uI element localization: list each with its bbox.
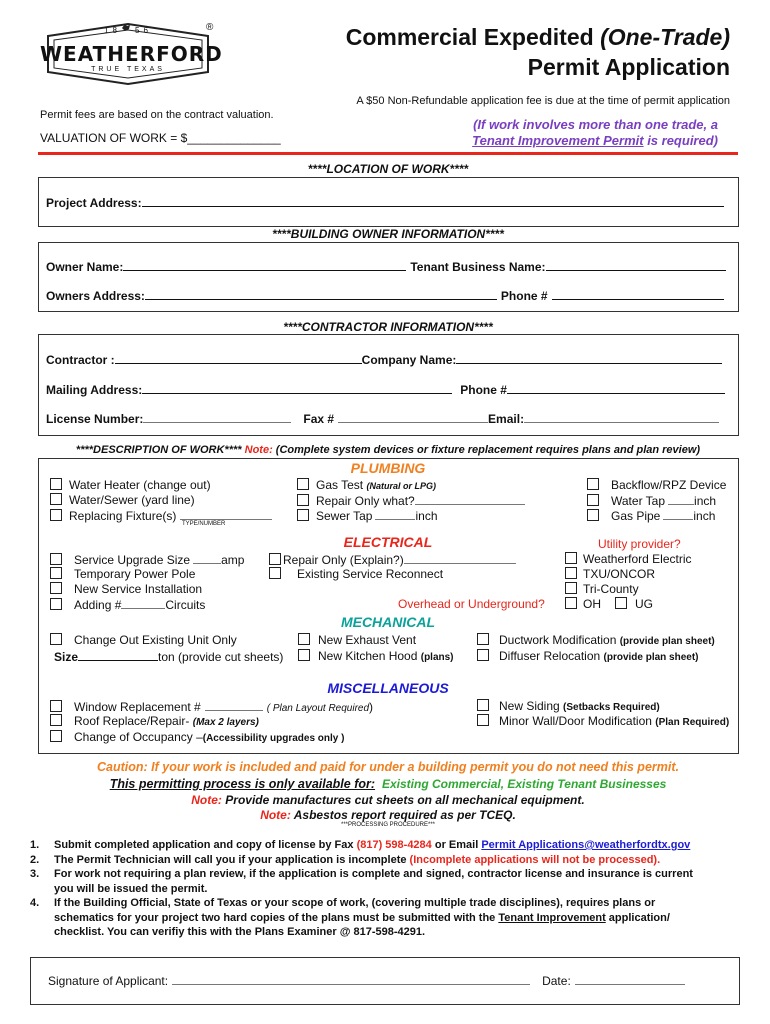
owners-address-label: Owners Address: bbox=[46, 289, 145, 303]
tenant-business-field[interactable] bbox=[546, 259, 726, 271]
red-divider bbox=[38, 152, 738, 155]
logo-year-left: 18 bbox=[104, 26, 121, 35]
checkbox[interactable] bbox=[50, 478, 62, 490]
step2-text: The Permit Technician will call you if your application is incomplete bbox=[54, 853, 410, 866]
checkbox[interactable] bbox=[565, 582, 577, 594]
overhead-question: Overhead or Underground? bbox=[398, 597, 545, 611]
fax-label: Fax # bbox=[303, 412, 335, 426]
signature-field[interactable] bbox=[172, 973, 530, 985]
backflow-label: Backflow/RPZ Device bbox=[611, 478, 727, 492]
step3-line1: For work not requiring a plan review, if the application is complete and signed, contractor license and insurance is current bbox=[54, 868, 693, 880]
description-header bbox=[38, 444, 738, 456]
mech-size bbox=[54, 649, 283, 664]
license-label: License Number: bbox=[46, 412, 144, 426]
temporary-label: Temporary Power Pole bbox=[74, 567, 196, 581]
contractor-label: Contractor : bbox=[46, 353, 115, 367]
water-unit: inch bbox=[694, 494, 717, 508]
utility-question: Utility provider? bbox=[598, 537, 681, 551]
circuits-field[interactable] bbox=[121, 597, 165, 609]
checkbox[interactable] bbox=[587, 494, 599, 506]
tenant-improvement-ref: Tenant Improvement bbox=[498, 911, 606, 924]
trade-note bbox=[472, 117, 718, 149]
roof-label: Roof Replace/Repair- bbox=[74, 714, 193, 728]
weatherford-electric-label: Weatherford Electric bbox=[583, 552, 692, 566]
utility-oh-ug[interactable] bbox=[565, 597, 653, 611]
electrical-title: ELECTRICAL bbox=[343, 534, 433, 550]
project-address-row bbox=[46, 195, 724, 210]
signature-row bbox=[48, 973, 685, 988]
date-field[interactable] bbox=[575, 973, 685, 985]
step4-line2-end: application/ bbox=[605, 911, 670, 924]
tenant-business-label: Tenant Business Name: bbox=[410, 260, 546, 274]
new-service-label: New Service Installation bbox=[74, 582, 203, 596]
contractor-phone-field[interactable] bbox=[507, 382, 725, 394]
oh-label: OH bbox=[583, 597, 601, 611]
water-tap-label: Water Tap bbox=[611, 494, 666, 508]
roof-note: (Max 2 layers) bbox=[192, 717, 259, 728]
processing-procedure-header: ***PROCESSING PROCEDURE*** bbox=[340, 822, 436, 828]
txu-oncor-label: TXU/ONCOR bbox=[583, 567, 655, 581]
minor-wall-label: Minor Wall/Door Modification bbox=[499, 714, 656, 728]
project-address-field[interactable] bbox=[142, 195, 724, 207]
window-note: ( Plan Layout Required bbox=[266, 703, 370, 714]
amp-unit: amp bbox=[221, 553, 245, 567]
checkbox[interactable] bbox=[50, 509, 62, 521]
elec-repair-label: Repair Only (Explain?) bbox=[283, 553, 404, 567]
checkbox[interactable] bbox=[50, 598, 62, 610]
elec-service-upgrade[interactable] bbox=[50, 552, 244, 567]
valuation-note: Permit fees are based on the contract valuation. bbox=[40, 109, 274, 121]
sewer-tap-field[interactable] bbox=[375, 508, 415, 520]
checkbox[interactable] bbox=[50, 493, 62, 505]
owner-name-label: Owner Name: bbox=[46, 260, 124, 274]
step-1: 1. Submit completed application and copy of license by Fax (817) 598-4284 or Email Permit Applications@weatherfordtx.gov bbox=[30, 839, 691, 851]
title-line2: Permit Application bbox=[527, 54, 730, 80]
sewer-tap-label: Sewer Tap bbox=[316, 509, 373, 523]
contractor-phone-label: Phone # bbox=[460, 383, 507, 397]
step1-text: Submit completed application and copy of license by Fax bbox=[54, 839, 357, 851]
process-value: Existing Commercial, Existing Tenant Businesses bbox=[382, 777, 667, 791]
type-number-caption: TYPE/NUMBER bbox=[182, 521, 226, 527]
water-tap-field[interactable] bbox=[668, 493, 694, 505]
exhaust-label: New Exhaust Vent bbox=[318, 633, 417, 647]
company-label: Company Name: bbox=[361, 353, 457, 367]
note2-text: Asbestos report required as per TCEQ. bbox=[290, 808, 516, 822]
step-2: 2. The Permit Technician will call you if your application is incomplete (Incomplete applications will not be processed). bbox=[30, 853, 661, 866]
date-label: Date: bbox=[542, 974, 571, 988]
mech-diffuser[interactable] bbox=[477, 649, 699, 663]
step4-line2: schematics for your project two hard copies of the plans must be submitted with the bbox=[54, 911, 499, 924]
elec-adding[interactable] bbox=[50, 597, 205, 612]
elec-reconnect[interactable] bbox=[269, 567, 443, 581]
diffuser-label: Diffuser Relocation bbox=[499, 649, 604, 663]
contractor-row bbox=[46, 352, 722, 367]
repair-only-label: Repair Only what? bbox=[316, 494, 415, 508]
tenant-improvement-link[interactable]: Tenant Improvement Permit bbox=[472, 133, 644, 148]
description-note-label: Note: bbox=[244, 444, 273, 456]
registered-mark: ® bbox=[206, 22, 214, 33]
owner-name-row bbox=[46, 259, 726, 274]
sewer-unit: inch bbox=[415, 509, 438, 523]
checkbox[interactable] bbox=[298, 649, 310, 661]
trade-note-line2: is required) bbox=[643, 133, 718, 148]
owner-phone-label: Phone # bbox=[500, 289, 548, 303]
mailing-row bbox=[46, 382, 725, 397]
misc-siding[interactable] bbox=[477, 699, 660, 713]
gas-pipe-label: Gas Pipe bbox=[611, 509, 661, 523]
window-label: Window Replacement # bbox=[74, 700, 201, 714]
hood-note: (plans) bbox=[420, 652, 454, 663]
misc-title: MISCELLANEOUS bbox=[327, 680, 449, 696]
checkbox[interactable] bbox=[477, 699, 489, 711]
steps-list bbox=[30, 838, 745, 940]
misc-minor-wall[interactable] bbox=[477, 714, 729, 728]
misc-occupancy[interactable] bbox=[50, 730, 344, 744]
ug-label: UG bbox=[635, 597, 653, 611]
valuation-field[interactable]: ______________ bbox=[187, 131, 281, 145]
mechanical-title: MECHANICAL bbox=[340, 614, 436, 630]
replacing-fixtures-label: Replacing Fixture(s) bbox=[69, 509, 177, 523]
description-title: ****DESCRIPTION OF WORK**** bbox=[75, 444, 245, 456]
logo-year-right: 56 bbox=[135, 26, 152, 35]
window-note-close: ) bbox=[369, 700, 374, 714]
elec-temporary[interactable] bbox=[50, 567, 195, 581]
license-row bbox=[46, 411, 719, 426]
mech-exhaust[interactable] bbox=[298, 633, 416, 647]
checkbox[interactable] bbox=[50, 567, 62, 579]
company-field[interactable] bbox=[456, 352, 722, 364]
siding-label: New Siding bbox=[499, 699, 564, 713]
step4-line3: checklist. You can verifiy this with the Plans Examiner @ 817-598-4291. bbox=[54, 926, 426, 938]
plumb-water-sewer[interactable] bbox=[50, 493, 195, 507]
gas-test-label: Gas Test bbox=[316, 478, 367, 492]
weatherford-logo bbox=[40, 22, 223, 86]
checkbox[interactable] bbox=[477, 714, 489, 726]
fax-field[interactable] bbox=[338, 411, 488, 423]
trade-note-line1: (If work involves more than one trade, a bbox=[473, 117, 718, 132]
page-title bbox=[346, 22, 730, 82]
gas-pipe-field[interactable] bbox=[663, 508, 693, 520]
caution-text: Caution: If your work is included and paid for under a building permit you do not need this permit. bbox=[97, 760, 679, 774]
misc-roof[interactable] bbox=[50, 714, 259, 728]
title-line1: Commercial Expedited bbox=[345, 24, 601, 50]
license-field[interactable] bbox=[143, 411, 291, 423]
utility-weatherford[interactable] bbox=[565, 552, 692, 566]
step2-warning: (Incomplete applications will not be processed). bbox=[409, 853, 661, 866]
checkbox[interactable] bbox=[587, 478, 599, 490]
mech-hood[interactable] bbox=[298, 649, 454, 663]
checkbox[interactable] bbox=[50, 730, 62, 742]
plumb-gas-pipe[interactable] bbox=[587, 508, 715, 523]
note1-text: Provide manufactures cut sheets on all mechanical equipment. bbox=[221, 793, 585, 807]
owners-address-field[interactable] bbox=[145, 288, 497, 300]
checkbox[interactable] bbox=[50, 633, 62, 645]
plumb-repair-only[interactable] bbox=[297, 493, 525, 508]
tri-county-label: Tri-County bbox=[583, 582, 639, 596]
checkbox[interactable] bbox=[297, 494, 309, 506]
elec-repair-only[interactable] bbox=[269, 552, 516, 567]
project-address-label: Project Address: bbox=[46, 196, 142, 210]
owner-name-field[interactable] bbox=[123, 259, 406, 271]
logo-name: WEATHERFORD bbox=[40, 42, 223, 66]
checkbox[interactable] bbox=[50, 553, 62, 565]
utility-tricounty[interactable] bbox=[565, 582, 639, 596]
ton-label: ton (provide cut sheets) bbox=[158, 650, 284, 664]
elec-repair-field[interactable] bbox=[404, 552, 516, 564]
checkbox[interactable] bbox=[298, 633, 310, 645]
plumb-sewer-tap[interactable] bbox=[297, 508, 438, 523]
siding-note: (Setbacks Required) bbox=[563, 702, 660, 713]
mailing-field[interactable] bbox=[142, 382, 452, 394]
checkbox[interactable] bbox=[50, 700, 62, 712]
ductwork-label: Ductwork Modification bbox=[499, 633, 620, 647]
mech-change-out[interactable] bbox=[50, 633, 237, 647]
misc-window[interactable] bbox=[50, 699, 373, 714]
checkbox[interactable] bbox=[477, 633, 489, 645]
plumb-water-heater[interactable] bbox=[50, 478, 211, 492]
checkbox[interactable] bbox=[615, 597, 627, 609]
circuits-label: Circuits bbox=[165, 598, 206, 612]
diffuser-note: (provide plan sheet) bbox=[603, 652, 699, 663]
email-label: Email: bbox=[488, 412, 525, 426]
step-4: 4. If the Building Official, State of Texas or your scope of work, (covering multiple trade disciplines), requires plans or schematics for your project two hard copies of the plans must be submitted with the Tenant Improvement application/ checklist. You can verifiy this with the Plans Examiner @ 817-598-4291. bbox=[30, 896, 745, 940]
checkbox[interactable] bbox=[565, 552, 577, 564]
checkbox[interactable] bbox=[565, 597, 577, 609]
step1-or: or Email bbox=[431, 839, 482, 851]
email-field[interactable] bbox=[524, 411, 719, 423]
checkbox[interactable] bbox=[587, 509, 599, 521]
title-one-trade: (One-Trade) bbox=[600, 24, 730, 50]
process-label: This permitting process is only available for: bbox=[109, 777, 376, 791]
hood-label: New Kitchen Hood bbox=[318, 649, 421, 663]
elec-new-service[interactable] bbox=[50, 582, 202, 596]
window-field[interactable] bbox=[205, 699, 263, 711]
gas-test-note: (Natural or LPG) bbox=[366, 481, 436, 491]
checkbox[interactable] bbox=[297, 509, 309, 521]
step-3: 3. For work not requiring a plan review, if the application is complete and signed, contractor license and insurance is current you will be issued the permit. bbox=[30, 867, 745, 896]
checkbox[interactable] bbox=[477, 649, 489, 661]
fee-note: A $50 Non-Refundable application fee is due at the time of permit application bbox=[356, 95, 730, 107]
fax-number: (817) 598-4284 bbox=[356, 839, 432, 851]
owners-address-row bbox=[46, 288, 724, 303]
utility-txu[interactable] bbox=[565, 567, 655, 581]
plumb-replacing-fixtures[interactable] bbox=[50, 508, 272, 523]
water-heater-label: Water Heater (change out) bbox=[69, 478, 211, 492]
amp-field[interactable] bbox=[193, 552, 221, 564]
plumbing-title: PLUMBING bbox=[350, 460, 426, 476]
note2-label: Note: bbox=[260, 808, 291, 822]
size-field[interactable] bbox=[78, 649, 158, 661]
checkbox[interactable] bbox=[269, 553, 281, 565]
valuation-row bbox=[40, 131, 281, 145]
minor-wall-note: (Plan Required) bbox=[655, 717, 730, 728]
checkbox[interactable] bbox=[297, 478, 309, 490]
step4-line1: If the Building Official, State of Texas or your scope of work, (covering multiple trade disciplines), requires plans or bbox=[54, 897, 656, 909]
contractor-field[interactable] bbox=[115, 352, 362, 364]
owner-header: ****BUILDING OWNER INFORMATION**** bbox=[272, 227, 504, 241]
repair-field[interactable] bbox=[415, 493, 525, 505]
note-asbestos bbox=[38, 808, 738, 822]
checkbox[interactable] bbox=[50, 582, 62, 594]
size-label: Size bbox=[54, 650, 79, 664]
checkbox[interactable] bbox=[565, 567, 577, 579]
logo-tagline: TRUE TEXAS bbox=[91, 66, 165, 73]
mailing-label: Mailing Address: bbox=[46, 383, 143, 397]
step3-line2: you will be issued the permit. bbox=[54, 882, 208, 895]
reconnect-label: Existing Service Reconnect bbox=[297, 567, 444, 581]
valuation-label: VALUATION OF WORK = $ bbox=[40, 131, 188, 145]
description-note: (Complete system devices or fixture replacement requires plans and plan review) bbox=[272, 444, 701, 456]
fixtures-field[interactable] bbox=[180, 508, 272, 520]
signature-label: Signature of Applicant: bbox=[48, 974, 169, 988]
owner-phone-field[interactable] bbox=[552, 288, 724, 300]
plumb-water-tap[interactable] bbox=[587, 493, 716, 508]
contractor-header: ****CONTRACTOR INFORMATION**** bbox=[283, 320, 493, 334]
occupancy-label: Change of Occupancy – bbox=[74, 730, 203, 744]
mech-ductwork[interactable] bbox=[477, 633, 715, 647]
service-upgrade-label: Service Upgrade Size bbox=[74, 553, 191, 567]
checkbox[interactable] bbox=[269, 567, 281, 579]
email-link[interactable]: Permit Applications@weatherfordtx.gov bbox=[481, 839, 691, 851]
water-sewer-label: Water/Sewer (yard line) bbox=[69, 493, 195, 507]
ductwork-note: (provide plan sheet) bbox=[619, 636, 715, 647]
plumb-backflow[interactable] bbox=[587, 478, 726, 492]
change-out-label: Change Out Existing Unit Only bbox=[74, 633, 237, 647]
note-cut-sheets bbox=[38, 793, 738, 807]
note1-label: Note: bbox=[191, 793, 222, 807]
process-availability bbox=[38, 777, 738, 791]
location-header: ****LOCATION OF WORK**** bbox=[307, 162, 469, 176]
adding-label: Adding # bbox=[74, 598, 122, 612]
occupancy-note: (Accessibility upgrades only ) bbox=[202, 733, 345, 744]
gas-unit: inch bbox=[693, 509, 716, 523]
plumb-gas-test[interactable] bbox=[297, 478, 436, 492]
checkbox[interactable] bbox=[50, 714, 62, 726]
